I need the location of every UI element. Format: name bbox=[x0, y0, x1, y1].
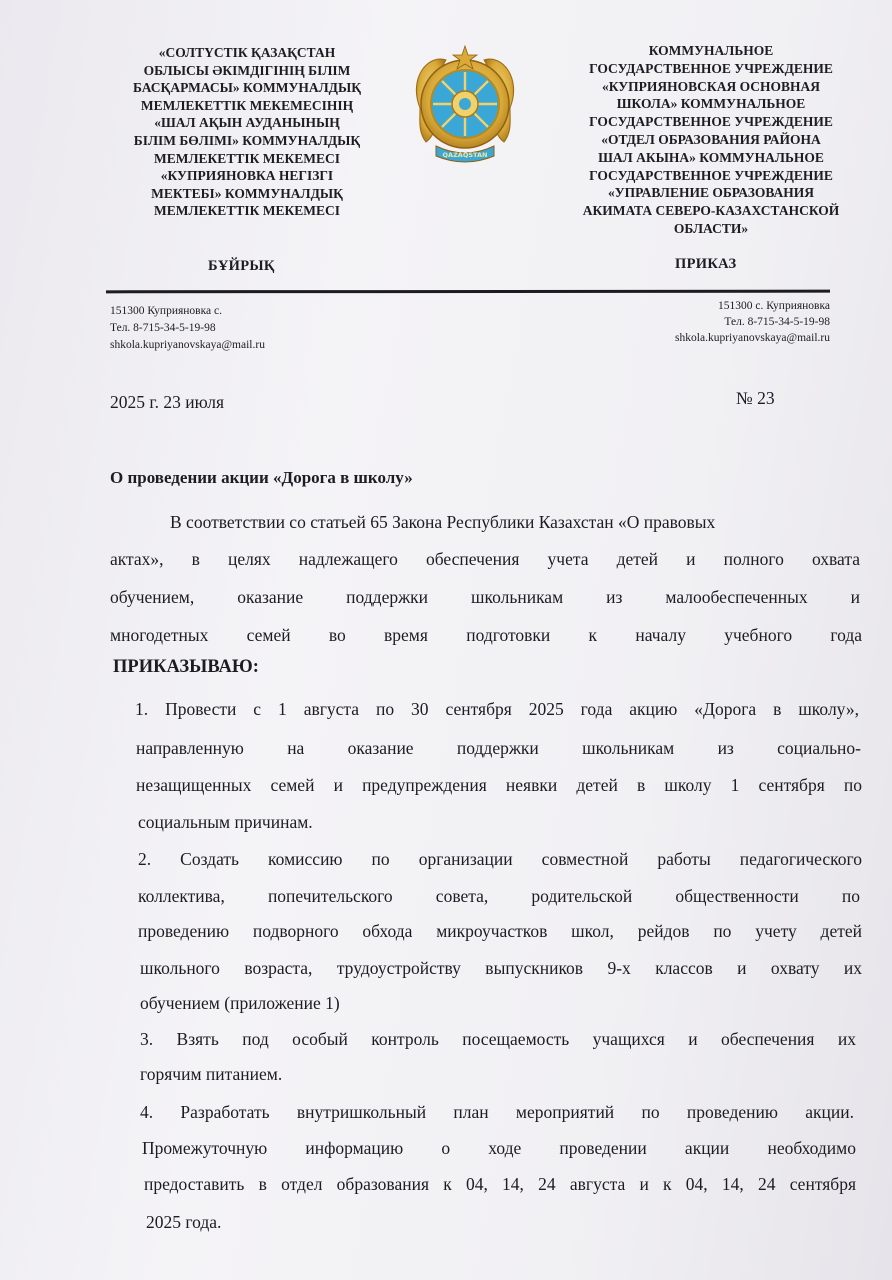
header-kz-line: «ШАЛ АҚЫН АУДАНЫНЫҢ bbox=[154, 115, 340, 131]
contact-address: 151300 Куприяновка с. bbox=[110, 305, 222, 317]
body-line: актах», в целях надлежащего обеспечения учета детей и полного охвата bbox=[110, 549, 860, 569]
order-number: № 23 bbox=[736, 388, 775, 408]
body-line: 2025 года. bbox=[146, 1212, 222, 1232]
contact-email: shkola.kupriyanovskaya@mail.ru bbox=[110, 339, 265, 351]
order-label-kz: БҰЙРЫҚ bbox=[208, 258, 275, 274]
header-russian bbox=[555, 42, 867, 238]
header-kz-line: МЕКТЕБІ» КОММУНАЛДЫҚ bbox=[151, 185, 343, 201]
header-ru-line: ОБЛАСТИ» bbox=[673, 220, 749, 236]
header-ru-line: ГОСУДАРСТВЕННОЕ УЧРЕЖДЕНИЕ bbox=[589, 167, 833, 183]
contact-phone: Тел. 8-715-34-5-19-98 bbox=[110, 322, 216, 334]
header-ru-line: КОММУНАЛЬНОЕ bbox=[648, 43, 774, 58]
order-label-ru: ПРИКАЗ bbox=[675, 256, 737, 272]
body-line: 2. Создать комиссию по организации совместной работы педагогического bbox=[138, 849, 862, 869]
body-line: многодетных семей во время подготовки к началу учебного года bbox=[110, 625, 862, 645]
header-kz-line: МЕМЛЕКЕТТІК МЕКЕМЕСІНІҢ bbox=[140, 97, 354, 113]
body-line: 1. Провести с 1 августа по 30 сентября 2025 года акцию «Дорога в школу», bbox=[135, 699, 859, 719]
body-line: обучением, оказание поддержки школьникам из малообеспеченных и bbox=[110, 587, 860, 607]
body-line: 3. Взять под особый контроль посещаемость учащихся и обеспечения их bbox=[140, 1029, 856, 1049]
body-line: направленную на оказание поддержки школьникам из социально- bbox=[136, 738, 861, 758]
header-kz-line: МЕМЛЕКЕТТІК МЕКЕМЕСІ bbox=[153, 150, 341, 166]
order-date: 2025 г. 23 июля bbox=[110, 392, 224, 412]
body-line: Промежуточную информацию о ходе проведении акции необходимо bbox=[142, 1138, 856, 1158]
body-line: проведению подворного обхода микроучастков школ, рейдов по учету детей bbox=[138, 921, 862, 941]
header-kz-line: МЕМЛЕКЕТТІК МЕКЕМЕСІ bbox=[153, 203, 341, 219]
contact-phone: Тел. 8-715-34-5-19-98 bbox=[724, 316, 830, 328]
header-ru-line: ГОСУДАРСТВЕННОЕ УЧРЕЖДЕНИЕ bbox=[589, 114, 833, 130]
contacts-left bbox=[110, 303, 265, 354]
header-kz-line: БІЛІМ БӨЛІМІ» КОММУНАЛДЫҚ bbox=[133, 132, 361, 148]
header-kz-line: «СОЛТҮСТІК ҚАЗАҚСТАН bbox=[158, 45, 336, 60]
contact-email: shkola.kupriyanovskaya@mail.ru bbox=[675, 332, 830, 344]
header-divider bbox=[106, 290, 830, 294]
body-line: предоставить в отдел образования к 04, 14, 24 августа и к 04, 14, 24 сентября bbox=[144, 1174, 856, 1194]
header-kz-line: БАСҚАРМАСЫ» КОММУНАЛДЫҚ bbox=[132, 80, 362, 96]
body-line: горячим питанием. bbox=[140, 1064, 283, 1084]
body-line: В соответствии со статьей 65 Закона Республики Казахстан «О правовых bbox=[170, 512, 716, 532]
body-line-order-word: ПРИКАЗЫВАЮ: bbox=[113, 657, 259, 677]
contact-address: 151300 с. Куприяновка bbox=[718, 300, 830, 312]
header-ru-line: ШКОЛА» КОММУНАЛЬНОЕ bbox=[616, 96, 806, 112]
body-line: обучением (приложение 1) bbox=[140, 993, 340, 1013]
header-kz-line: ОБЛЫСЫ ӘКІМДІГІНІҢ БІЛІМ bbox=[143, 62, 351, 78]
header-ru-line: ШАЛ АКЫНА» КОММУНАЛЬНОЕ bbox=[598, 149, 824, 165]
document-title: О проведении акции «Дорога в школу» bbox=[110, 468, 413, 487]
body-line: 4. Разработать внутришкольный план мероприятий по проведению акции. bbox=[140, 1102, 854, 1122]
contacts-right bbox=[675, 298, 830, 346]
body-line: незащищенных семей и предупреждения неявки детей в школу 1 сентября по bbox=[136, 775, 862, 795]
header-ru-line: «УПРАВЛЕНИЕ ОБРАЗОВАНИЯ bbox=[607, 185, 814, 201]
state-emblem-icon bbox=[402, 38, 528, 168]
body-line: социальным причинам. bbox=[138, 812, 313, 832]
header-kazakh bbox=[92, 44, 402, 220]
body-line: школьного возраста, трудоустройству выпускников 9-х классов и охвату их bbox=[140, 958, 862, 978]
emblem-label: QAZAQSTAN bbox=[442, 151, 488, 159]
header-ru-line: ГОСУДАРСТВЕННОЕ УЧРЕЖДЕНИЕ bbox=[589, 60, 833, 76]
header-ru-line: «КУПРИЯНОВСКАЯ ОСНОВНАЯ bbox=[601, 78, 820, 94]
body-line: коллектива, попечительского совета, родительской общественности по bbox=[138, 886, 860, 906]
header-ru-line: «ОТДЕЛ ОБРАЗОВАНИЯ РАЙОНА bbox=[601, 131, 821, 147]
header-kz-line: «КУПРИЯНОВКА НЕГІЗГІ bbox=[160, 168, 334, 184]
header-ru-line: АКИМАТА СЕВЕРО-КАЗАХСТАНСКОЙ bbox=[582, 203, 840, 219]
